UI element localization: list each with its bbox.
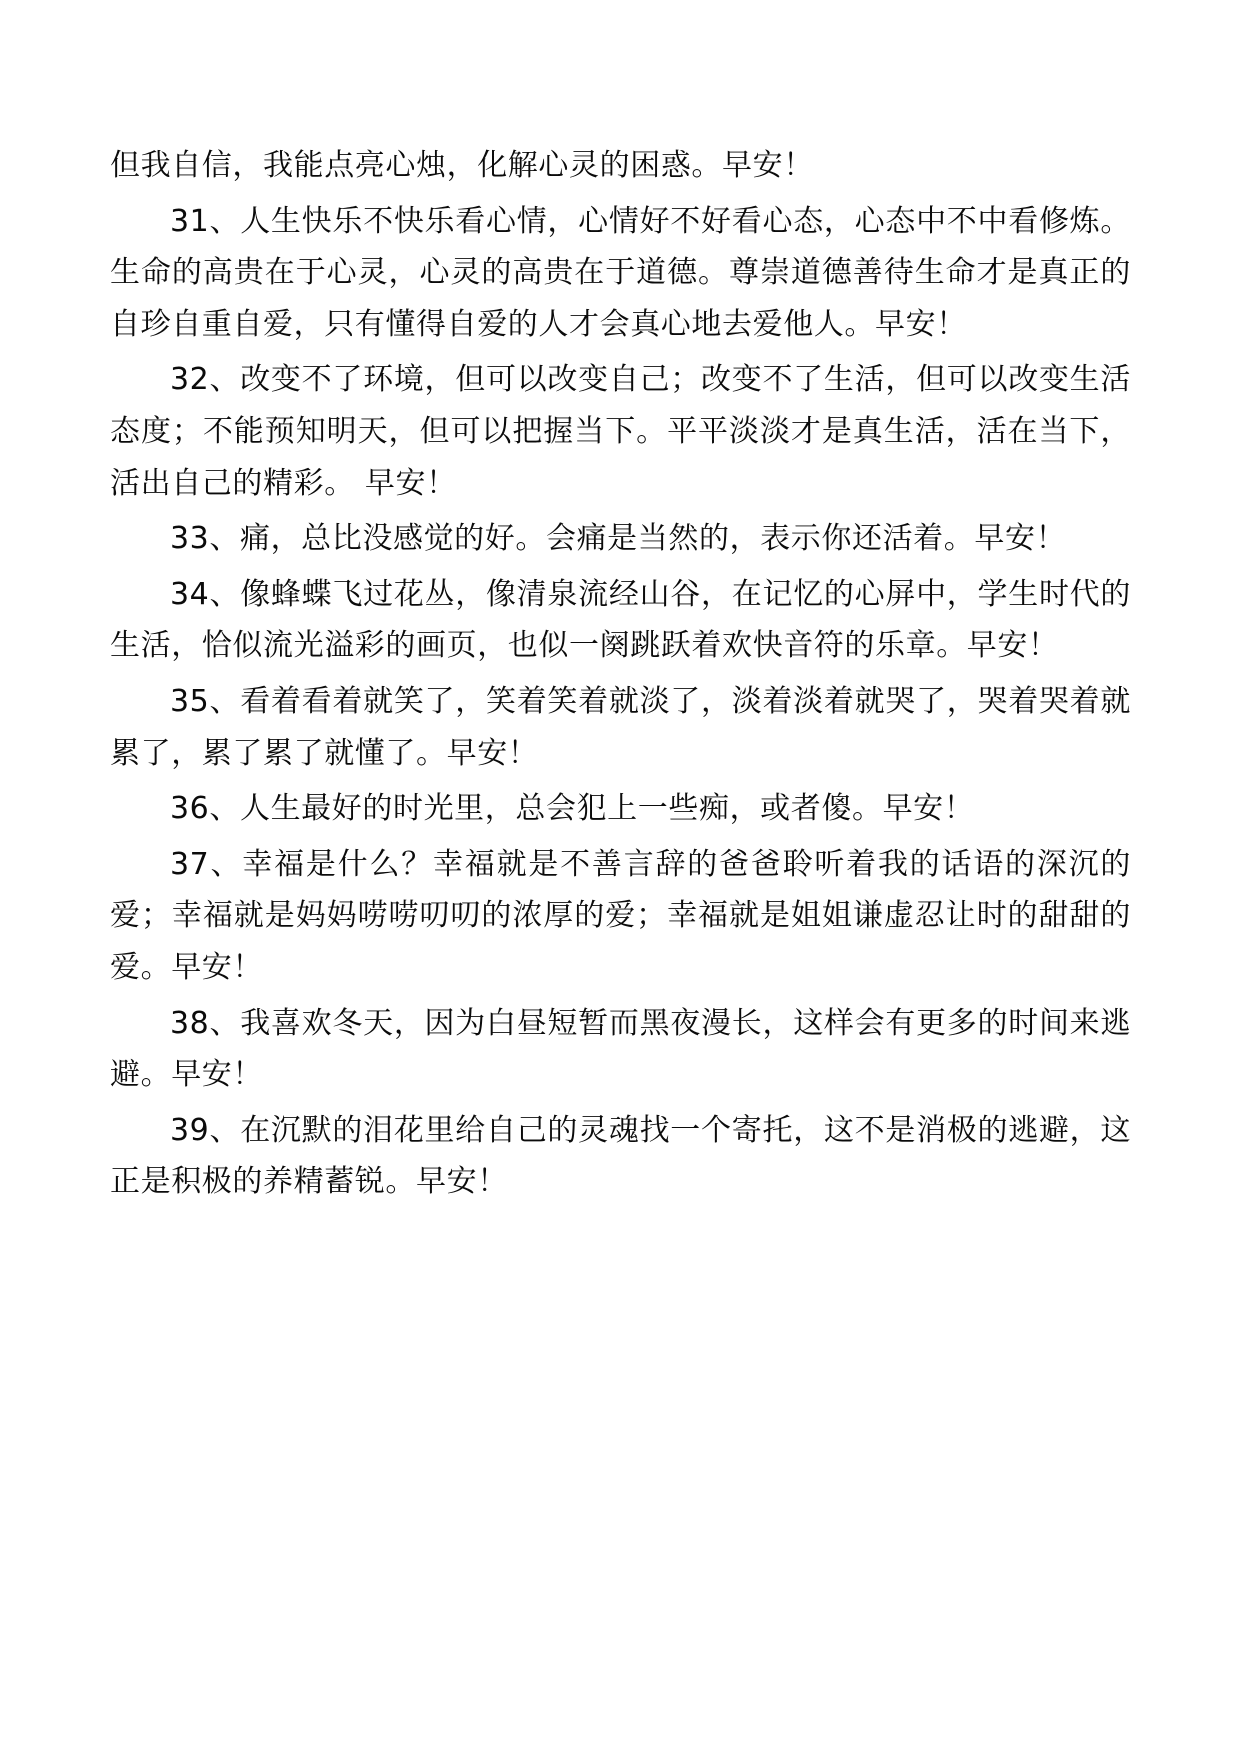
paragraph-item-39: 39、在沉默的泪花里给自己的灵魂找一个寄托，这不是消极的逃避，这正是积极的养精蓄锐。早安！ [110, 1112, 1131, 1200]
paragraph-item-37: 37、幸福是什么？幸福就是不善言辞的爸爸聆听着我的话语的深沉的爱；幸福就是妈妈唠唠叨叨的浓厚的爱；幸福就是姐姐谦虚忍让时的甜甜的爱。早安！ [110, 846, 1131, 985]
document-body [110, 140, 1131, 1208]
paragraph-item-32: 32、改变不了环境，但可以改变自己；改变不了生活，但可以改变生活态度；不能预知明天，但可以把握当下。平平淡淡才是真生活，活在当下，活出自己的精彩。 早安！ [110, 362, 1131, 501]
paragraph-item-35: 35、看着看着就笑了，笑着笑着就淡了，淡着淡着就哭了，哭着哭着就累了，累了累了就懂了。早安！ [110, 683, 1131, 771]
paragraph-item-33: 33、痛，总比没感觉的好。会痛是当然的，表示你还活着。早安！ [170, 521, 1067, 557]
paragraph-item-34: 34、像蜂蝶飞过花丛，像清泉流经山谷，在记忆的心屏中，学生时代的生活，恰似流光溢彩的画页，也似一阕跳跃着欢快音符的乐章。早安！ [110, 576, 1131, 664]
paragraph-item-36: 36、人生最好的时光里，总会犯上一些痴，或者傻。早安！ [170, 791, 975, 827]
paragraph-item-31: 31、人生快乐不快乐看心情，心情好不好看心态，心态中不中看修炼。生命的高贵在于心灵，心灵的高贵在于道德。尊崇道德善待生命才是真正的自珍自重自爱，只有懂得自爱的人才会真心地去爱他人。早安！ [110, 203, 1131, 342]
paragraph-continuation: 但我自信，我能点亮心烛，化解心灵的困惑。早安！ [110, 148, 814, 183]
paragraph-item-38: 38、我喜欢冬天，因为白昼短暂而黑夜漫长，这样会有更多的时间来逃避。早安！ [110, 1005, 1131, 1093]
